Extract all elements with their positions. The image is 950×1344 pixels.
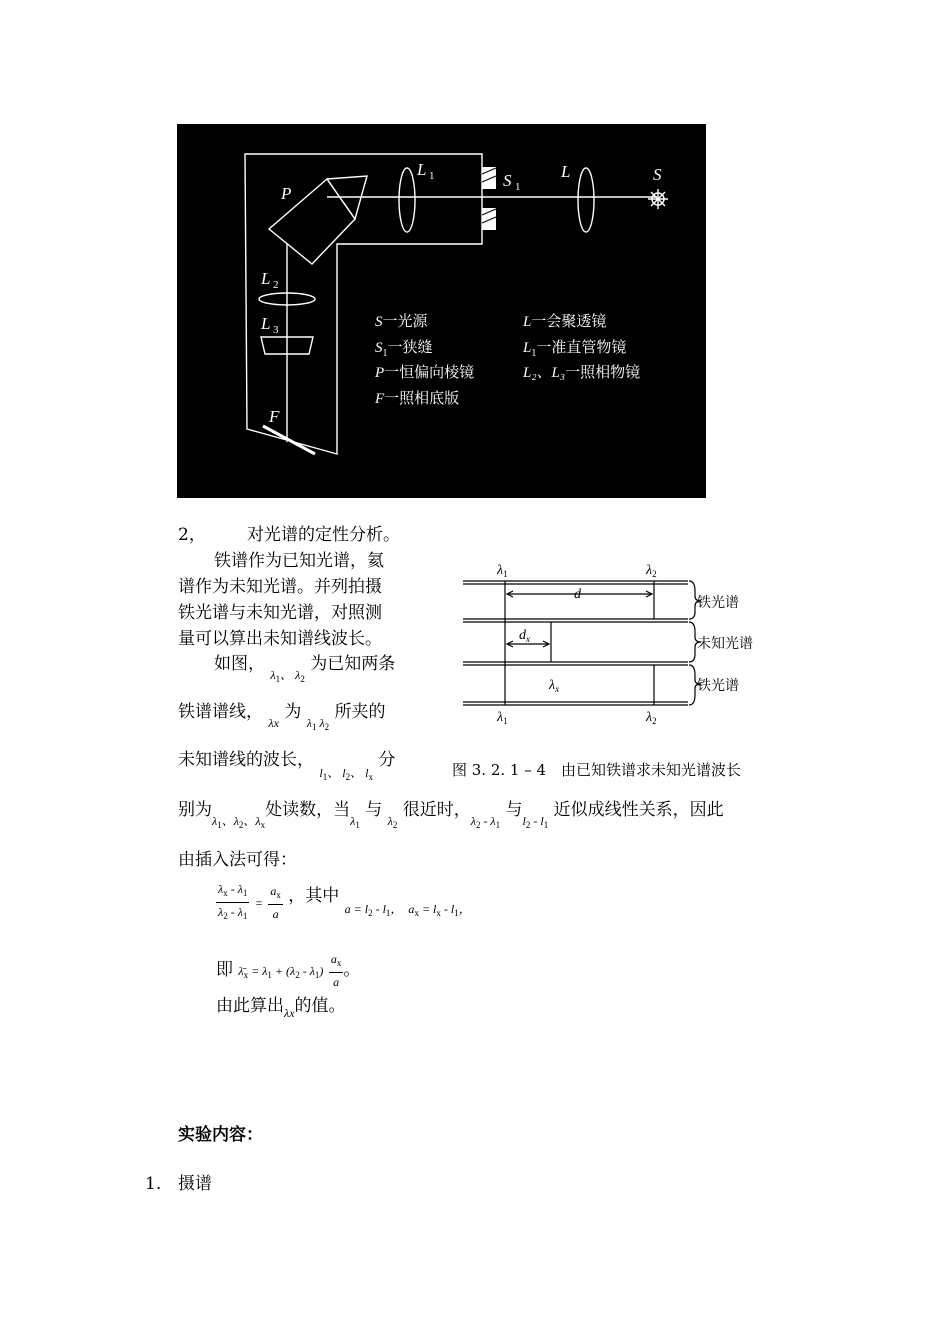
paragraph-line: 由此算出$_{\lambda x}$的值。	[216, 996, 346, 1020]
paragraph-line: 未知谱线的波长， $_{l_1、 l_2、 l_x}$ 分	[178, 750, 396, 782]
spectrum-comparison-figure	[455, 556, 795, 731]
svg-text:未知光谱: 未知光谱	[697, 637, 753, 652]
svg-text:λx: $\lambda_x$	[549, 678, 560, 694]
label-s: S	[653, 165, 662, 184]
list-item-number: 1.	[145, 1174, 162, 1194]
label-l1: L	[417, 160, 427, 179]
section-heading: 2，	[178, 525, 206, 545]
label-l2: L	[261, 269, 271, 288]
svg-text:λ2: $\lambda_2$	[646, 710, 657, 726]
paragraph-line: 铁光谱与未知光谱，对照测	[178, 603, 382, 623]
spectrograph-diagram	[177, 124, 706, 498]
list-item-text: 摄谱	[178, 1174, 212, 1194]
svg-text:dx: $d_x$	[519, 628, 530, 644]
svg-text:L一会聚透镜: L一会聚透镜	[523, 312, 607, 330]
section-heading-text: 对光谱的定性分析。	[247, 525, 400, 545]
svg-text:λ2: $\lambda_2$	[646, 563, 657, 579]
svg-text:d: d	[574, 587, 581, 602]
paragraph-line: 别为$_{\lambda_1、\lambda_2、\lambda_x}$处读数，当$_{\lambda_1}$ 与 $_{\lambda_2}$ 很近时，$_{\lambda_2 - \lambda_1}$ 与$_{l_2 - l_1}$ 近似成线性关系，因此	[178, 800, 724, 830]
svg-text:1: 1	[429, 170, 435, 182]
paragraph-line: 如图， $_{\lambda_1、 \lambda_2}$ 为已知两条	[214, 654, 396, 684]
svg-text:铁光谱: 铁光谱	[697, 679, 739, 694]
equation-interpolation: $\frac{\lambda_x - \lambda_1}{\lambda_2 - \lambda_1}$ = $\frac{a_x}{a}$ ，其中 $_{a = l_2 - l_1, a_x = l_x - l_1,}$	[218, 882, 471, 921]
paragraph-line: 由插入法可得：	[178, 850, 297, 870]
svg-text:L₂、L₃一照相物镜: L₂、L₃一照相物镜	[523, 363, 641, 381]
figure-caption: 图 3. 2. 1 – 4 由已知铁谱求未知光谱波长	[452, 761, 742, 779]
svg-text:铁光谱: 铁光谱	[697, 596, 739, 611]
label-l: L	[561, 162, 571, 181]
svg-text:3: 3	[273, 324, 279, 336]
svg-text:P一恒偏向棱镜: P一恒偏向棱镜	[375, 363, 475, 381]
label-p: P	[281, 184, 292, 203]
svg-text:S1一狭缝: $S_1$一狭缝	[375, 338, 433, 359]
label-l3: L	[261, 314, 271, 333]
paragraph-line: 铁谱谱线， $_{\lambda x}$ 为 $_{\lambda_1 \lambda_2}$ 所夹的	[178, 702, 386, 732]
paragraph-line: 铁谱作为已知光谱，氦	[214, 551, 384, 571]
svg-text:L1一准直管物镜: $L_1$一准直管物镜	[523, 338, 627, 359]
paragraph-line: 谱作为未知光谱。并列拍摄	[178, 577, 382, 597]
svg-text:λ1: $\lambda_1$	[497, 710, 508, 726]
svg-text:F一照相底版: F一照相底版	[375, 389, 460, 407]
svg-text:λ1: $\lambda_1$	[497, 563, 508, 579]
paragraph-line: 量可以算出未知谱线波长。	[178, 629, 382, 649]
equation-result: 即 $\lambdā_x = \lambda_1 + (\lambda_2 - \lambda_1)$ $\frac{a_x}{a}$ 。	[216, 952, 361, 989]
svg-text:1: 1	[515, 181, 521, 193]
content-title: 实验内容：	[178, 1125, 263, 1145]
label-s1: S	[503, 171, 512, 190]
label-f: F	[269, 407, 280, 426]
svg-text:2: 2	[273, 279, 279, 291]
svg-text:S一光源: S一光源	[375, 312, 428, 330]
